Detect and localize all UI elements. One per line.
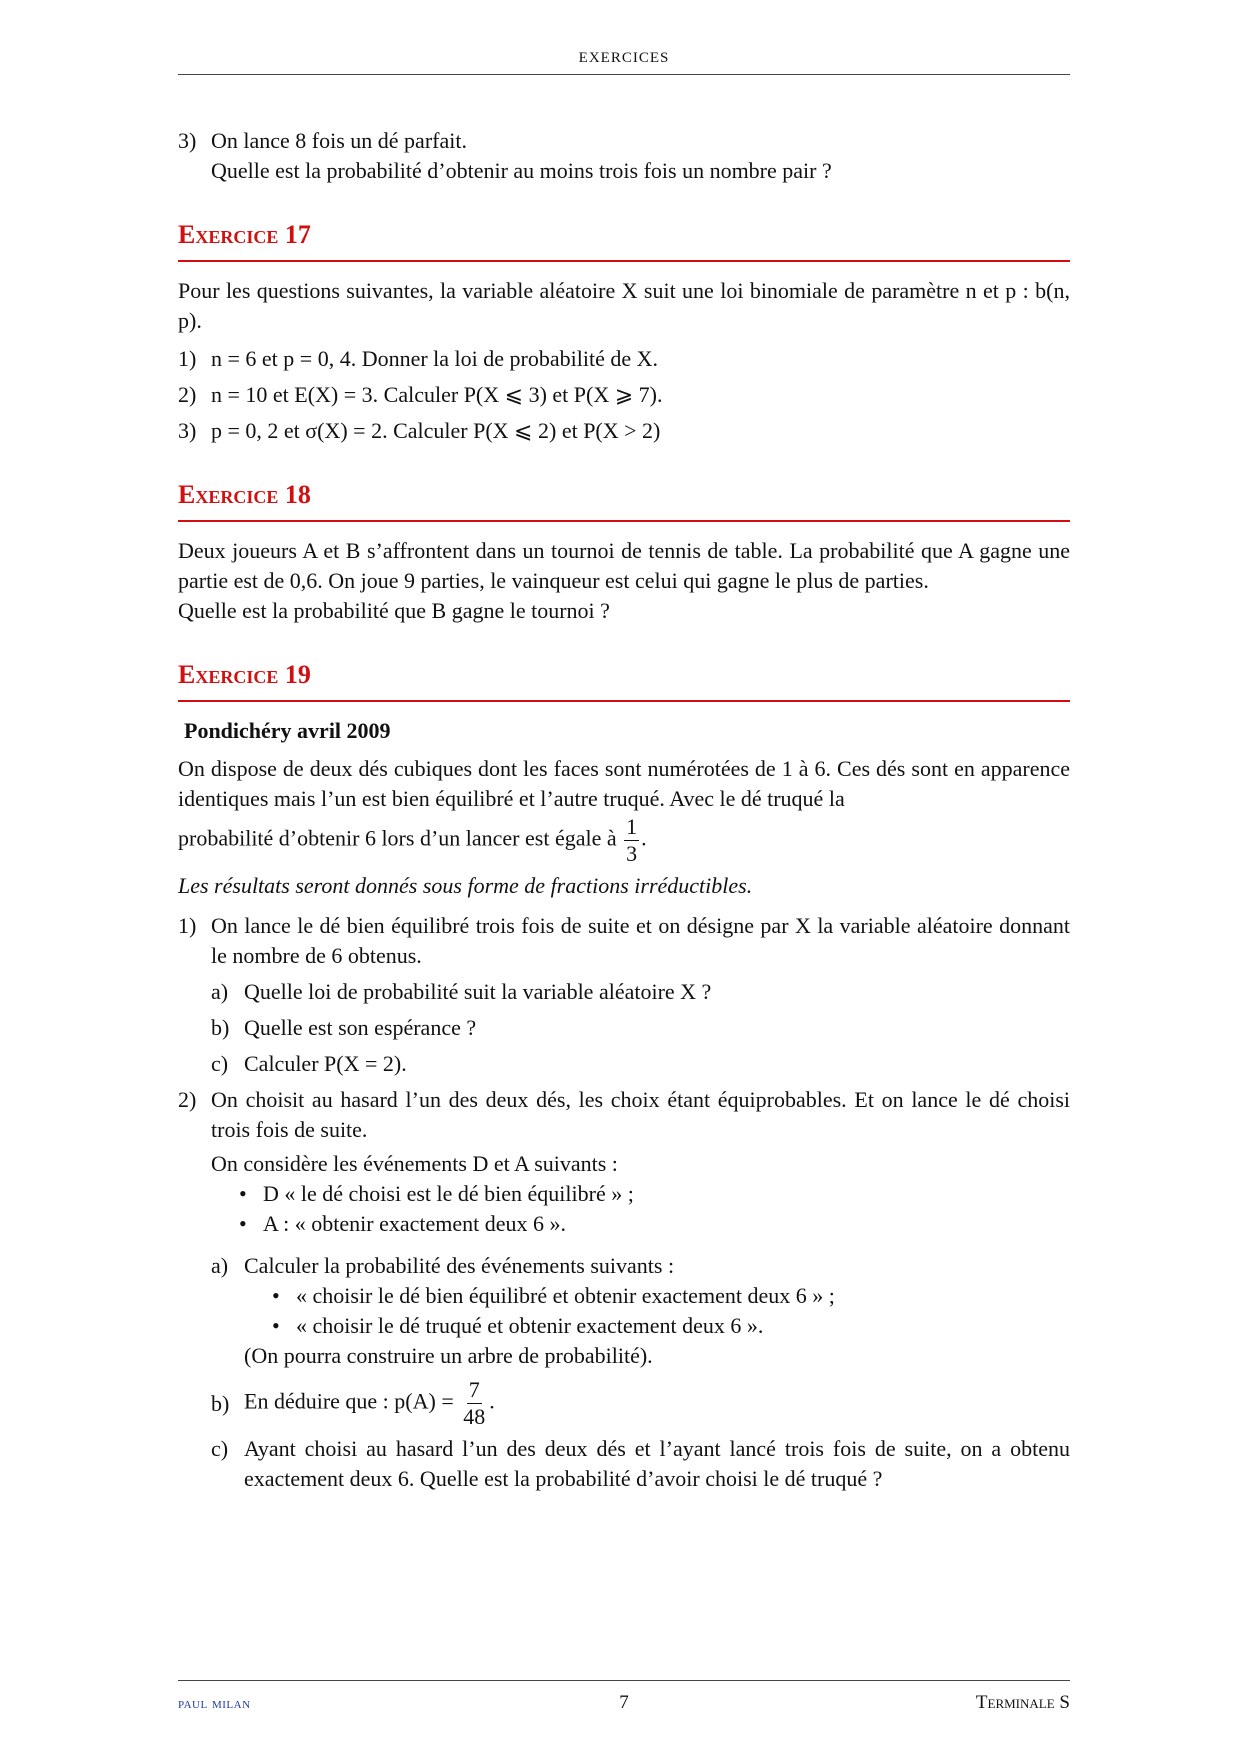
- exercise-17-q3: 3) p = 0, 2 et σ(X) = 2. Calculer P(X ⩽ 2) et P(X > 2): [178, 418, 661, 443]
- exercise-17-intro: Pour les questions suivantes, la variable aléatoire X suit une loi binomiale de paramètre n et p : b(n, p).: [178, 278, 1070, 333]
- exercise-19-q2a: a) Calculer la probabilité des événements suivants : • « choisir le dé bien équilibré et obtenir exactement deux 6 » ; • « choisir le dé truqué et obtenir exactement deux 6 ». (On pourra construire un arbre de probabilité).: [178, 1251, 1070, 1371]
- events-list: [235, 1179, 1070, 1239]
- document-page: [178, 0, 1070, 1754]
- exercise-19-q2c: c) Ayant choisi au hasard l’un des deux dés et l’ayant lancé trois fois de suite, on a obtenu exactement deux 6. Quelle est la probabilité d’avoir choisi le dé truqué ?: [211, 1436, 1070, 1491]
- events-list: [268, 1281, 1070, 1341]
- page-content: [178, 126, 1070, 1494]
- exercise-18-question: Quelle est la probabilité que B gagne le tournoi ?: [178, 598, 610, 623]
- question-text: Quelle est la probabilité d’obtenir au moins trois fois un nombre pair ?: [211, 158, 832, 183]
- question-text: On lance 8 fois un dé parfait.: [211, 128, 467, 153]
- question-number: 3): [178, 128, 197, 153]
- exercise-19-title: Exercice 19: [178, 658, 1070, 702]
- footer-author: paul milan: [178, 1696, 251, 1712]
- exercise-19-intro-end: probabilité d’obtenir 6 lors d’un lancer est égale à $\frac{1}{3}$ .: [178, 814, 647, 866]
- exercise-17-title: Exercice 17: [178, 218, 1070, 262]
- exercise-19-q1b: b) Quelle est son espérance ?: [211, 1015, 477, 1040]
- header-rule: [178, 74, 1070, 75]
- page-header: EXERCICES: [578, 50, 670, 66]
- exercise-19-q2: 2) On choisit au hasard l’un des deux dés, les choix étant équiprobables. Et on lance le dé choisi trois fois de suite. On considère les événements D et A suivants : • D « le dé choisi est le dé bien équilibré » ; • A : « obtenir exactement deux 6 ».: [178, 1085, 1070, 1239]
- list-item: • D « le dé choisi est le dé bien équilibré » ;: [235, 1179, 1070, 1209]
- exercise-19-intro: On dispose de deux dés cubiques dont les faces sont numérotées de 1 à 6. Ces dés sont en apparence identiques mais l’un est bien équilibré et l’autre truqué. Avec le dé truqué la: [178, 756, 1070, 811]
- footer-rule: [178, 1680, 1070, 1681]
- exercise-17-q1: 1) n = 6 et p = 0, 4. Donner la loi de probabilité de X.: [178, 346, 658, 371]
- exercise-19-q1: 1) On lance le dé bien équilibré trois fois de suite et on désigne par X la variable aléatoire donnant le nombre de 6 obtenus.: [178, 913, 1070, 968]
- exercise-18-title: Exercice 18: [178, 478, 1070, 522]
- list-item: • « choisir le dé truqué et obtenir exactement deux 6 ».: [268, 1311, 1070, 1341]
- exercise-19-q2b: b) En déduire que : p(A) = $\frac{7}{48}$ .: [211, 1377, 495, 1429]
- list-item: • « choisir le dé bien équilibré et obtenir exactement deux 6 » ;: [268, 1281, 1070, 1311]
- prev-question-3: [178, 126, 1070, 186]
- fraction-one-third: $\frac{1}{3}$: [626, 814, 638, 866]
- exercise-18-text: Deux joueurs A et B s’affrontent dans un tournoi de tennis de table. La probabilité que A gagne une partie est de 0,6. On joue 9 parties, le vainqueur est celui qui gagne le plus de parties.: [178, 538, 1070, 593]
- fraction-seven-48: $\frac{7}{48}$: [463, 1377, 486, 1429]
- exercise-19-subtitle: Pondichéry avril 2009: [184, 718, 391, 743]
- footer-class: Terminale S: [975, 1692, 1070, 1713]
- exercise-19-note: Les résultats seront donnés sous forme de fractions irréductibles.: [178, 873, 753, 898]
- exercise-17-q2: 2) n = 10 et E(X) = 3. Calculer P(X ⩽ 3) et P(X ⩾ 7).: [178, 382, 663, 407]
- exercise-19-q1c: c) Calculer P(X = 2).: [211, 1051, 407, 1076]
- page-number: 7: [619, 1692, 629, 1713]
- exercise-19-q1a: a) Quelle loi de probabilité suit la variable aléatoire X ?: [211, 979, 712, 1004]
- list-item: • A : « obtenir exactement deux 6 ».: [235, 1209, 1070, 1239]
